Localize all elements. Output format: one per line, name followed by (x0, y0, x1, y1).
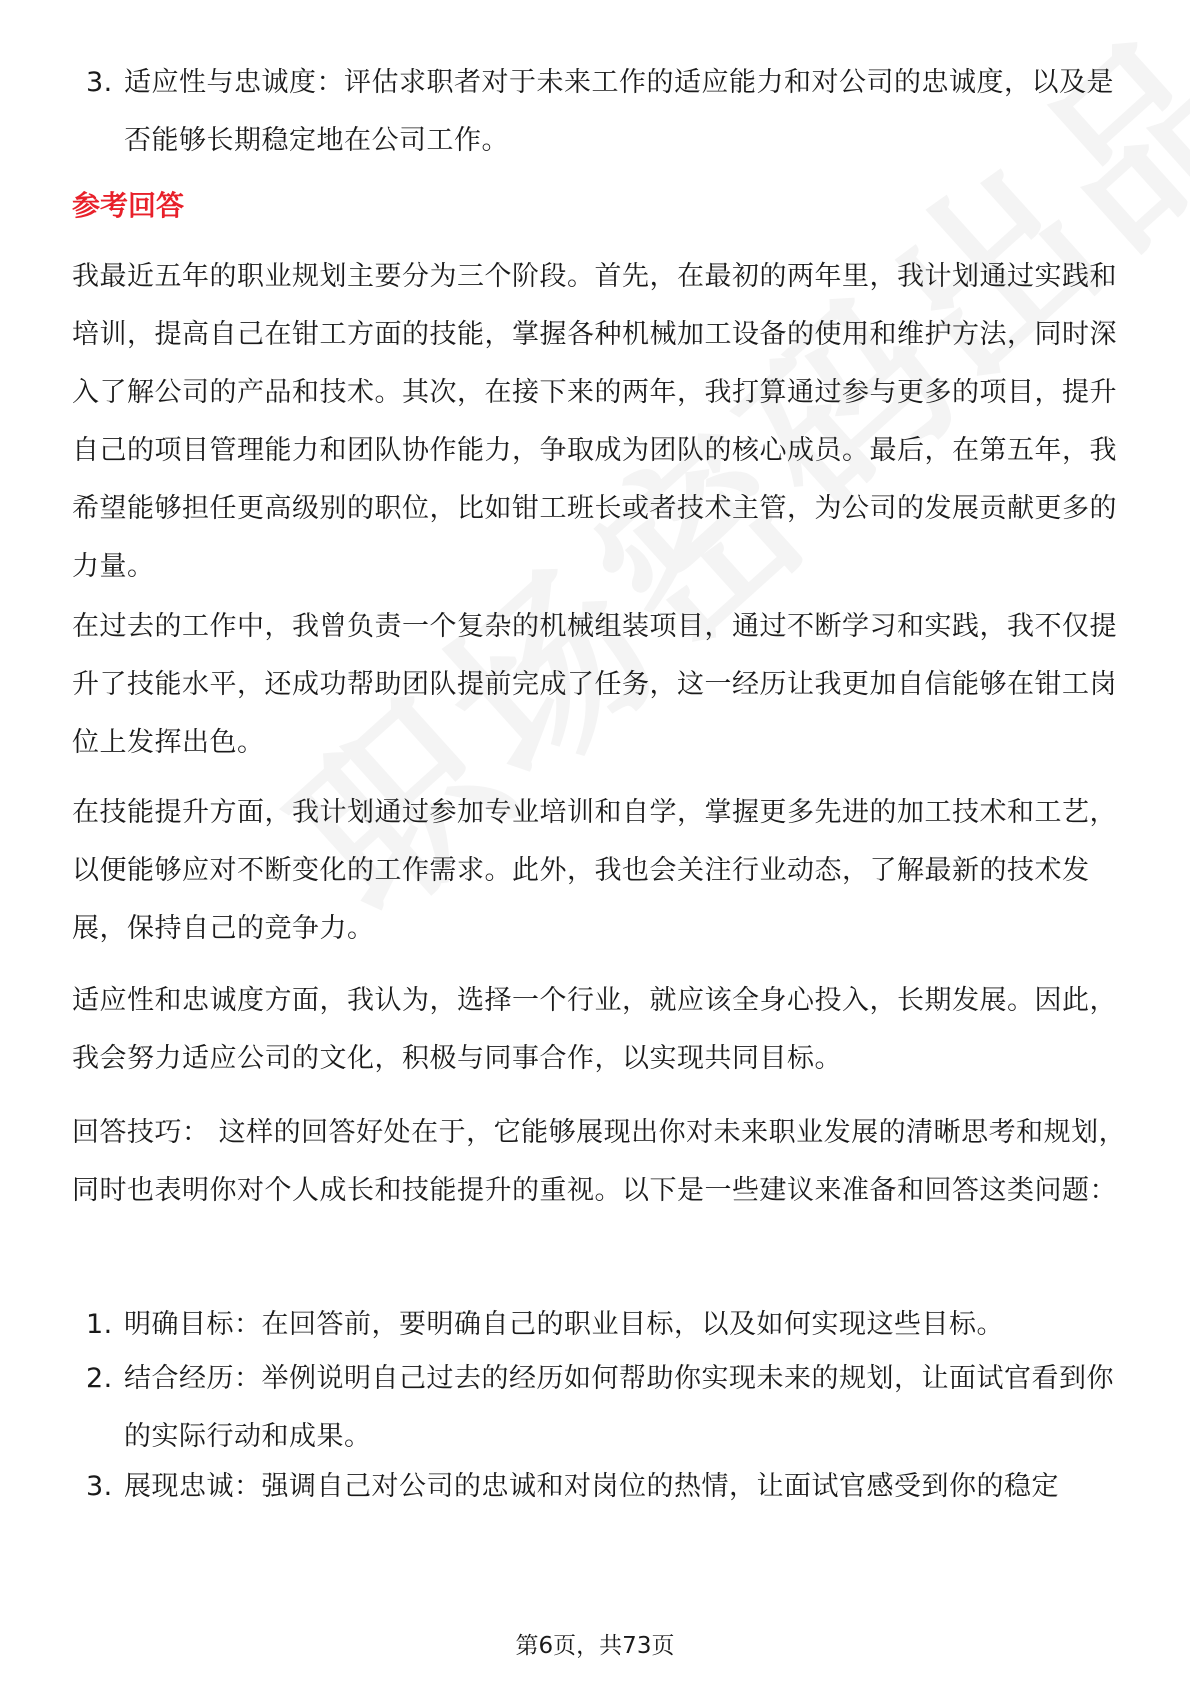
paragraph-past-experience: 在过去的工作中，我曾负责一个复杂的机械组装项目，通过不断学习和实践，我不仅提升了技能水平，还成功帮助团队提前完成了任务，这一经历让我更加自信能够在钳工岗位上发挥出色。 (72, 611, 1117, 758)
paragraph-loyalty: 适应性和忠诚度方面，我认为，选择一个行业，就应该全身心投入，长期发展。因此，我会努力适应公司的文化，积极与同事合作，以实现共同目标。 (72, 985, 1117, 1074)
list-number: 2. (86, 1363, 113, 1394)
paragraph-career-plan: 我最近五年的职业规划主要分为三个阶段。首先，在最初的两年里，我计划通过实践和培训，提高自己在钳工方面的技能，掌握各种机械加工设备的使用和维护方法，同时深入了解公司的产品和技术。其次，在接下来的两年，我打算通过参与更多的项目，提升自己的项目管理能力和团队协作能力，争取成为团队的核心成员。最后，在第五年，我希望能够担任更高级别的职位，比如钳工班长或者技术主管，为公司的发展贡献更多的力量。 (72, 261, 1117, 582)
paragraph-skill-improvement: 在技能提升方面，我计划通过参加专业培训和自学，掌握更多先进的加工技术和工艺，以便能够应对不断变化的工作需求。此外，我也会关注行业动态，了解最新的技术发展，保持自己的竞争力。 (72, 797, 1117, 944)
section-heading: 参考回答 (72, 189, 185, 222)
paragraph-answer-tips: 回答技巧： 这样的回答好处在于，它能够展现出你对未来职业发展的清晰思考和规划，同时也表明你对个人成长和技能提升的重视。以下是一些建议来准备和回答这类问题： (72, 1117, 1127, 1206)
list-item-clear-goals (72, 1296, 1132, 1354)
list-number: 3. (86, 67, 113, 98)
list-item-text: 明确目标：在回答前，要明确自己的职业目标，以及如何实现这些目标。 (124, 1309, 1004, 1340)
list-item-adaptability (72, 54, 1132, 170)
list-number: 1. (86, 1309, 113, 1340)
list-item-show-loyalty (72, 1458, 1132, 1516)
list-item-combine-experience (72, 1350, 1132, 1466)
list-number: 3. (86, 1471, 113, 1502)
list-item-text: 展现忠诚：强调自己对公司的忠诚和对岗位的热情，让面试官感受到你的稳定 (124, 1471, 1059, 1502)
page-number-footer: 第6页，共73页 (515, 1633, 675, 1659)
list-item-text: 结合经历：举例说明自己过去的经历如何帮助你实现未来的规划，让面试官看到你的实际行动和成果。 (124, 1363, 1114, 1452)
list-item-text: 适应性与忠诚度：评估求职者对于未来工作的适应能力和对公司的忠诚度，以及是否能够长期稳定地在公司工作。 (124, 67, 1114, 156)
